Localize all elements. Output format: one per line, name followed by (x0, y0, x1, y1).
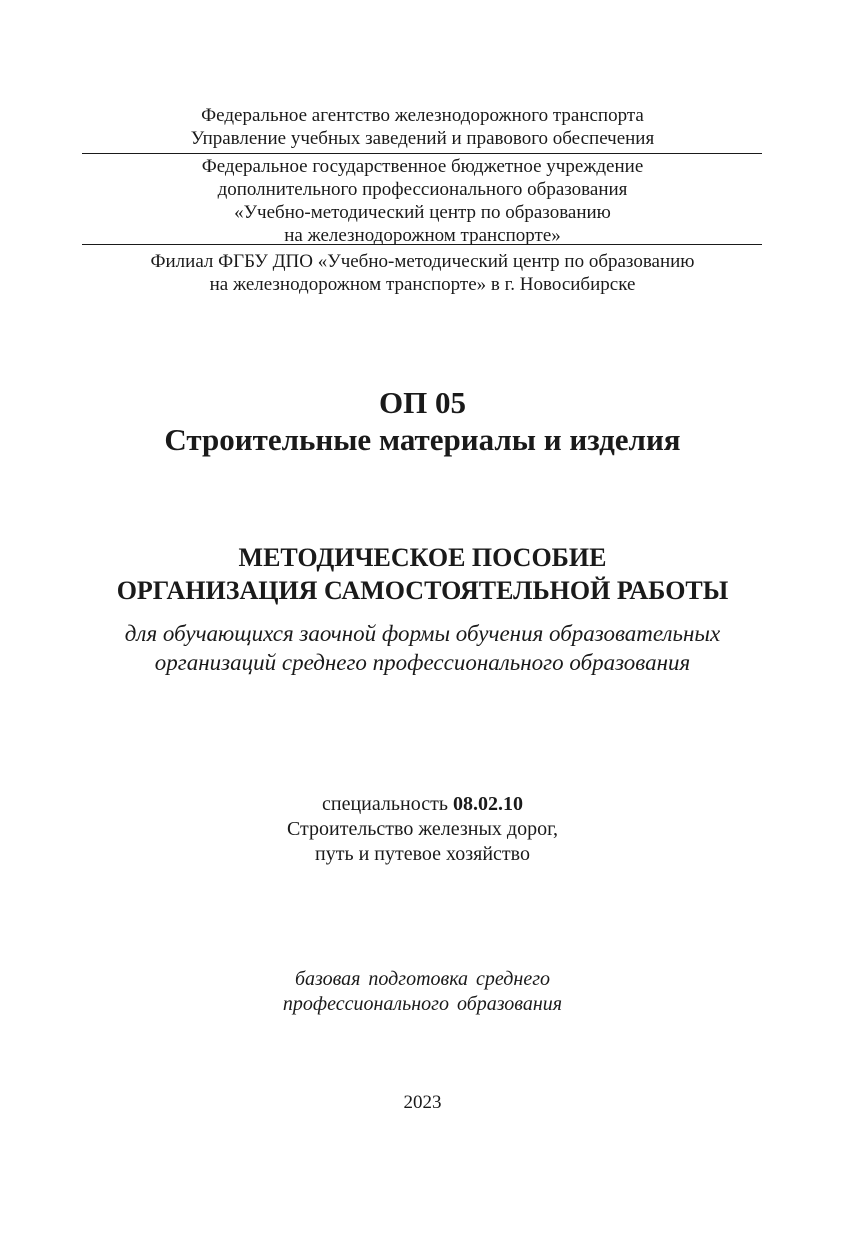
document-audience (0, 619, 845, 677)
specialty-block (0, 792, 845, 867)
specialty-prefix: специальность (322, 793, 448, 815)
audience-line: для обучающихся заочной формы обучения образовательных (124, 621, 721, 646)
document-type-line: МЕТОДИЧЕСКОЕ ПОСОБИЕ (238, 543, 607, 572)
institution-block (0, 155, 845, 247)
training-level-line: профессионального образования (282, 993, 563, 1015)
institution-line: на железнодорожном транспорте» (284, 225, 561, 246)
document-type-line: ОРГАНИЗАЦИЯ САМОСТОЯТЕЛЬНОЙ РАБОТЫ (116, 576, 729, 605)
course-name: Строительные материалы и изделия (164, 422, 681, 457)
audience-line: организаций среднего профессионального образования (154, 650, 691, 675)
course-code: ОП 05 (379, 385, 466, 420)
course-title (0, 384, 845, 458)
specialty-name-line: Строительство железных дорог, (286, 818, 559, 840)
agency-line: Федеральное агентство железнодорожного транспорта (201, 105, 644, 126)
branch-line: на железнодорожном транспорте» в г. Новосибирске (209, 274, 636, 295)
document-type (0, 541, 845, 607)
branch-block (0, 250, 845, 296)
institution-line: Федеральное государственное бюджетное учреждение (201, 156, 644, 177)
divider-line (82, 153, 762, 154)
specialty-heading (0, 792, 845, 817)
specialty-name-line: путь и путевое хозяйство (315, 843, 530, 865)
agency-block (0, 104, 845, 150)
publication-year: 2023 (403, 1092, 442, 1113)
specialty-code: 08.02.10 (452, 793, 523, 815)
institution-line: «Учебно-методический центр по образованию (234, 202, 611, 223)
branch-line: Филиал ФГБУ ДПО «Учебно-методический центр по образованию (150, 251, 695, 272)
agency-line: Управление учебных заведений и правового обеспечения (190, 128, 655, 149)
divider-line (82, 244, 762, 245)
training-level-line: базовая подготовка среднего (294, 968, 551, 990)
training-level (0, 967, 845, 1017)
institution-line: дополнительного профессионального образования (217, 179, 628, 200)
